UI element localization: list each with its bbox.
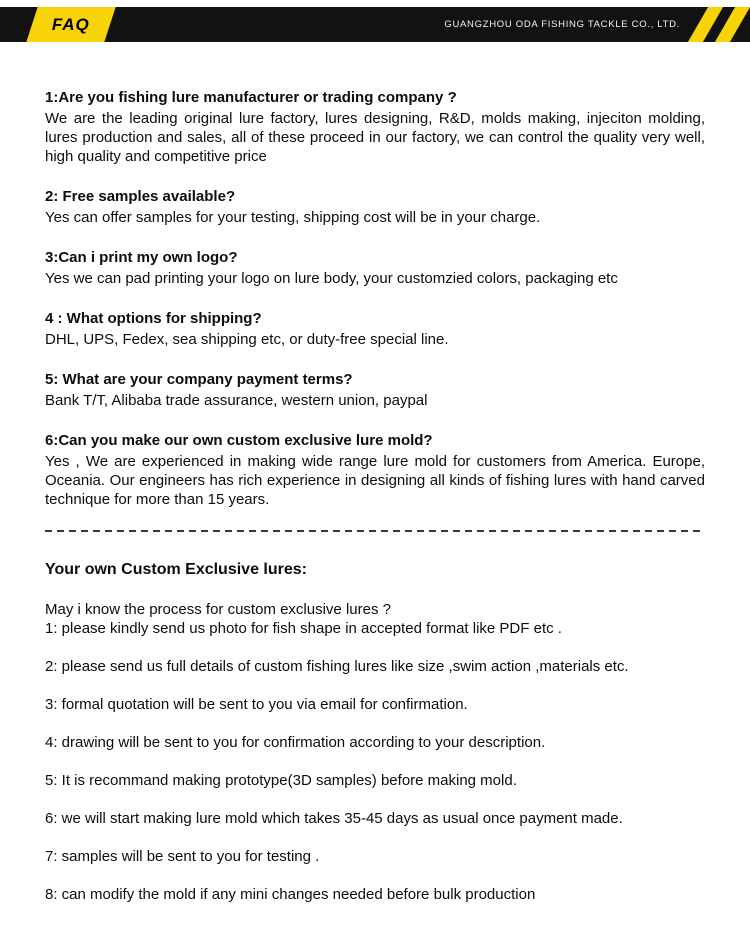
faq-answer: DHL, UPS, Fedex, sea shipping etc, or duty-free special line.: [45, 331, 449, 348]
custom-lures-title: Your own Custom Exclusive lures:: [45, 561, 307, 578]
diagonal-stripes-icon: [698, 7, 740, 42]
faq-answer: Yes we can pad printing your logo on lure body, your customzied colors, packaging etc: [45, 270, 618, 287]
custom-step: 5: It is recommand making prototype(3D samples) before making mold.: [45, 772, 517, 789]
faq-question: 6:Can you make our own custom exclusive lure mold?: [45, 432, 433, 449]
custom-step: 2: please send us full details of custom fishing lures like size ,swim action ,materials etc.: [45, 658, 629, 675]
faq-answer: Yes can offer samples for your testing, shipping cost will be in your charge.: [45, 209, 541, 226]
faq-item: [45, 248, 705, 288]
faq-question: 4 : What options for shipping?: [45, 310, 262, 327]
stripe-icon: [715, 7, 750, 42]
custom-step: 3: formal quotation will be sent to you via email for confirmation.: [45, 696, 468, 713]
faq-content: [0, 42, 750, 904]
faq-item: [45, 370, 705, 410]
faq-item: [45, 88, 705, 166]
custom-step: 1: please kindly send us photo for fish shape in accepted format like PDF etc .: [45, 620, 562, 637]
custom-step: 4: drawing will be sent to you for confirmation according to your description.: [45, 734, 546, 751]
faq-question: 2: Free samples available?: [45, 188, 236, 205]
faq-badge-label: FAQ: [52, 14, 90, 34]
faq-item: [45, 187, 705, 227]
faq-item: [45, 309, 705, 349]
faq-answer: Yes , We are experienced in making wide range lure mold for customers from America. Europe, Oceania. Our engineers has rich experience in designing all kinds of fishing lures with hand carved technique for more than 15 years.: [45, 453, 705, 508]
dashed-divider: [45, 530, 705, 532]
custom-step: 7: samples will be sent to you for testing .: [45, 848, 320, 865]
faq-badge: [26, 7, 115, 42]
faq-question: 5: What are your company payment terms?: [45, 371, 353, 388]
custom-intro: May i know the process for custom exclusive lures ?: [45, 601, 391, 618]
faq-question: 1:Are you fishing lure manufacturer or trading company ?: [45, 89, 457, 106]
custom-step: 6: we will start making lure mold which takes 35-45 days as usual once payment made.: [45, 810, 623, 827]
company-name: GUANGZHOU ODA FISHING TACKLE CO., LTD.: [444, 19, 680, 30]
header-bar: [0, 7, 750, 42]
faq-item: [45, 431, 705, 509]
faq-answer: Bank T/T, Alibaba trade assurance, western union, paypal: [45, 392, 428, 409]
custom-step: 8: can modify the mold if any mini changes needed before bulk production: [45, 886, 536, 903]
faq-answer: We are the leading original lure factory, lures designing, R&D, molds making, injeciton molding, lures production and sales, all of these proceed in our factory, we can control the quality very well, high quality and competitive price: [45, 110, 705, 165]
faq-question: 3:Can i print my own logo?: [45, 249, 238, 266]
